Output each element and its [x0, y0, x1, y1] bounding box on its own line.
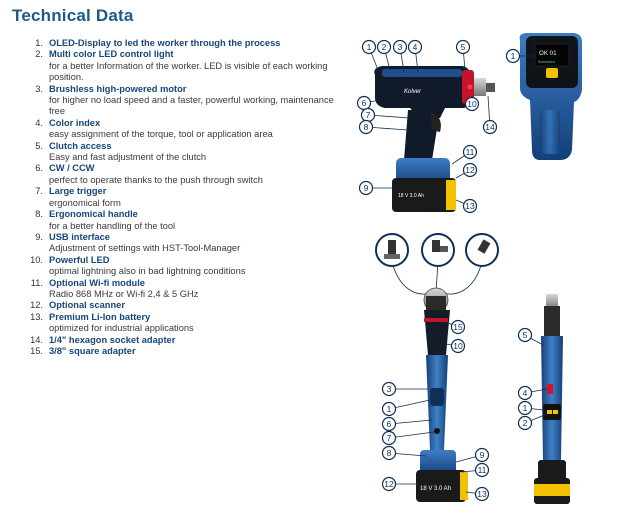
- callout-number: 11: [465, 147, 475, 157]
- callout-number: 9: [363, 183, 369, 193]
- adapter-variants-illustration: [376, 234, 498, 294]
- callout-number: 2: [381, 42, 387, 52]
- callout-number: 5: [522, 330, 528, 340]
- callout-number: 1: [510, 51, 516, 61]
- callout-marker: [378, 41, 391, 71]
- feature-number: 7.: [35, 186, 43, 197]
- feature-number: 5.: [35, 140, 43, 151]
- callout-number: 1: [386, 404, 392, 414]
- callout-marker: [383, 383, 429, 396]
- callout-marker: [466, 96, 479, 111]
- callout-marker: [452, 146, 477, 165]
- callout-marker: [383, 400, 431, 416]
- callout-marker: [456, 164, 477, 179]
- feature-heading: Brushless high-powered motor: [49, 83, 187, 94]
- callout-marker: [519, 329, 544, 346]
- display-status-text: OK 01: [539, 50, 557, 57]
- feature-number: 15.: [30, 345, 43, 356]
- callout-marker: [519, 402, 545, 415]
- callout-marker: [383, 447, 427, 460]
- feature-description: optimal lightning also in bad lightning conditions: [49, 266, 246, 277]
- page-title: Technical Data: [12, 6, 134, 25]
- inline-tool-illustration: [534, 294, 570, 504]
- feature-number: 1.: [35, 38, 43, 48]
- callout-marker: [363, 41, 379, 71]
- feature-description: perfect to operate thanks to the push through switch: [49, 174, 263, 185]
- feature-heading: Clutch access: [49, 140, 112, 151]
- feature-description: easy assignment of the torque, tool or application area: [49, 129, 273, 140]
- feature-description: Radio 868 MHz or Wi-fi 2,4 & 5 GHz: [49, 288, 199, 299]
- feature-heading: Optional scanner: [49, 300, 125, 311]
- feature-heading: Multi color LED control light: [49, 49, 174, 60]
- callout-marker: [446, 340, 465, 353]
- callout-number: 6: [361, 98, 367, 108]
- callout-number: 1: [522, 403, 528, 413]
- callout-number: 1: [366, 42, 372, 52]
- feature-description: for higher no load speed and a faster, powerful working, maintenance free: [49, 95, 334, 117]
- feature-heading: 1/4" hexagon socket adapter: [49, 334, 176, 345]
- feature-number: 12.: [30, 300, 43, 311]
- callout-number: 8: [386, 448, 392, 458]
- angle-tool-illustration: [416, 288, 468, 502]
- angle-battery-label: 18 V 3.0 Ah: [420, 486, 452, 492]
- callout-number: 12: [384, 479, 394, 489]
- display-closeup-illustration: [520, 33, 582, 160]
- callout-number: 4: [522, 388, 528, 398]
- callout-number: 6: [386, 419, 392, 429]
- callout-marker: [457, 41, 470, 71]
- feature-heading: Premium Li-Ion battery: [49, 311, 151, 322]
- callout-marker: [383, 478, 419, 491]
- callout-number: 4: [412, 42, 418, 52]
- pistol-battery-label: 18 V 3.0 Ah: [398, 193, 424, 199]
- feature-number: 3.: [35, 83, 43, 94]
- feature-number: 9.: [35, 231, 43, 242]
- callout-marker: [383, 418, 433, 431]
- callout-number: 13: [465, 201, 475, 211]
- callout-number: 8: [363, 122, 369, 132]
- feature-number: 14.: [30, 334, 43, 345]
- callout-marker: [383, 432, 435, 445]
- feature-heading: Large trigger: [49, 186, 107, 197]
- callout-number: 2: [522, 418, 528, 428]
- feature-description: ergonomical form: [49, 197, 121, 208]
- callout-number: 9: [479, 450, 485, 460]
- feature-heading: Color index: [49, 117, 101, 128]
- feature-heading: Powerful LED: [49, 254, 110, 265]
- feature-description: for a better Information of the worker. LED is visible of each working position.: [49, 60, 328, 83]
- feature-number: 2.: [35, 49, 43, 60]
- callout-marker: [484, 96, 497, 134]
- pistol-tool-illustration: [374, 66, 495, 212]
- callout-number: 10: [453, 341, 463, 351]
- callout-number: 11: [477, 465, 487, 475]
- callout-number: 5: [460, 42, 466, 52]
- callout-number: 10: [467, 99, 477, 109]
- feature-number: 6.: [35, 163, 43, 174]
- callout-marker: [456, 200, 477, 213]
- feature-description: for a better handling of the tool: [49, 220, 176, 231]
- feature-heading: CW / CCW: [49, 163, 95, 174]
- callout-number: 3: [386, 384, 392, 394]
- feature-heading: OLED-Display to led the worker through the process: [49, 38, 281, 48]
- callout-number: 3: [397, 42, 403, 52]
- feature-heading: Optional Wi-fi module: [49, 277, 145, 288]
- callout-number: 14: [485, 122, 495, 132]
- feature-number: 4.: [35, 117, 43, 128]
- pistol-brand-label: Kolver: [404, 89, 422, 95]
- feature-description: Easy and fast adjustment of the clutch: [49, 152, 207, 163]
- callout-marker: [456, 449, 489, 463]
- feature-number: 10.: [30, 254, 43, 265]
- callout-number: 12: [465, 165, 475, 175]
- feature-heading: USB interface: [49, 231, 110, 242]
- callout-number: 7: [386, 433, 392, 443]
- callout-number: 7: [365, 110, 371, 120]
- callout-marker: [466, 488, 489, 501]
- feature-description: optimized for industrial applications: [49, 323, 194, 334]
- callout-marker: [362, 109, 411, 122]
- callout-marker: [360, 182, 395, 195]
- feature-heading: 3/8" square adapter: [49, 345, 136, 356]
- callout-number: 13: [477, 489, 487, 499]
- feature-number: 13.: [30, 311, 43, 322]
- feature-number: 11.: [30, 277, 43, 288]
- display-sub-text: Schrauben: [538, 60, 555, 64]
- callout-marker: [360, 121, 409, 134]
- callout-number: 15: [453, 322, 463, 332]
- feature-description: Adjustment of settings with HST-Tool-Manager: [49, 243, 241, 254]
- feature-heading: Ergonomical handle: [49, 209, 138, 220]
- feature-number: 8.: [35, 209, 43, 220]
